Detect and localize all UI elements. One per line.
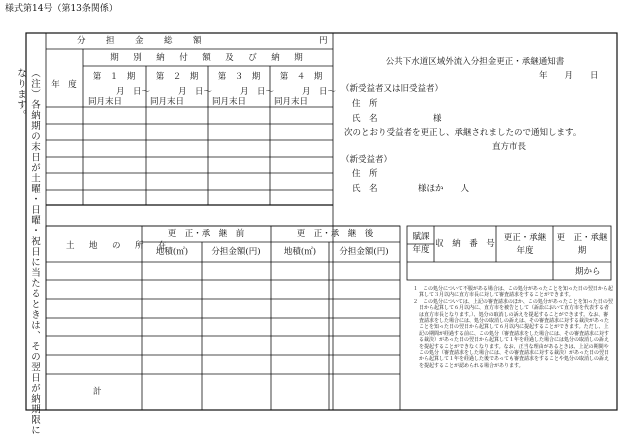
before-share-label: 分担金額(円) — [211, 247, 261, 257]
receipt-number-header: 収 納 番 号 — [435, 239, 495, 249]
period-1-date-bottom: 同月末日 — [88, 97, 123, 107]
notice-title: 公共下水道区域外流入分担金更正・承継通知書 — [385, 57, 565, 67]
old-name-label: 氏 名 — [352, 114, 378, 124]
notice-body: 次のとおり受益者を更正し、承継されましたので通知します。 — [344, 128, 582, 138]
old-beneficiary-label: （新受益者又は旧受益者） — [341, 84, 444, 94]
period-4-date-top: 月 日～ — [302, 87, 337, 97]
after-area-label: 地積(㎡) — [283, 247, 317, 257]
period-1-date-top: 月 日～ — [116, 87, 151, 97]
period-3-date-bottom: 同月末日 — [212, 97, 247, 107]
issuer: 直方市長 — [492, 142, 527, 152]
old-address-label: 住 所 — [352, 99, 378, 109]
due-date-note: （注）各納期の末日が土曜・日曜・祝日に当たるときは、その翌日が納期限になります。 — [15, 68, 40, 436]
period-3-label: 第 ３ 期 — [217, 72, 261, 82]
fiscal-year-header: 賦課年度 — [412, 232, 430, 255]
after-label: 更 正・承 継 後 — [296, 229, 374, 239]
new-name-label: 氏 名 — [352, 184, 378, 194]
period-2-label: 第 ２ 期 — [155, 72, 199, 82]
total-amount-yen: 円 — [319, 36, 328, 46]
appeal-note-1: １ この処分について不服がある場合は、この処分があったことを知った日の翌日から起算して３月以内に直方市長に対して審査請求をすることができます。 — [413, 286, 613, 299]
before-area-label: 地積(㎡) — [155, 247, 189, 257]
land-total-label: 計 — [93, 387, 102, 397]
after-share-label: 分担金額(円) — [339, 247, 389, 257]
new-beneficiary-label: （新受益者） — [341, 155, 393, 165]
total-amount-label: 分 担 金 総 額 — [77, 36, 208, 46]
succession-period-header: 更 正・承継期 — [556, 233, 608, 256]
period-from-label: 期から — [575, 267, 601, 277]
appeal-notes — [413, 286, 613, 369]
period-3-date-top: 月 日～ — [240, 87, 275, 97]
period-2-date-top: 月 日～ — [178, 87, 213, 97]
period-4-label: 第 ４ 期 — [279, 72, 323, 82]
appeal-note-2: ２ この処分については、上記の審査請求のほか、この処分があったことを知った日の翌日から起算して６月以内に、直方市を被告として（訴訟において直方市を代表する者は直方市長となります。）、処分の取消しの訴えを提起することができます。なお、審査請求をした場合には、処分の取消しの訴えは、その審査請求に対する裁決があったことを知った日の翌日から起算して６月以内に提起することができます。ただし、上記の期間が経過する前に、この処分（審査請求をした場合には、その審査請求に対する裁決）があった日の翌日から起算して１年を経過した場合には処分の取消しの訴えを提起することができなくなります。なお、正当な理由があるときは、上記の期間やこの処分（審査請求をした場合には、その審査請求に対する裁決）があった日の翌日から起算して１年を経過した後であっても審査請求をすることや処分の取消しの訴えを提起することが認められる場合があります。 — [413, 298, 613, 369]
new-address-label: 住 所 — [352, 169, 378, 179]
old-name-sama: 様 — [433, 114, 442, 124]
succession-year-header: 更正・承継年度 — [503, 233, 547, 256]
fiscal-year-label: 年 度 — [51, 80, 77, 90]
form-number: 様式第14号（第13条関係） — [5, 4, 118, 14]
notice-date: 年 月 日 — [539, 71, 599, 81]
new-name-sama: 様ほか 人 — [418, 184, 470, 194]
period-1-label: 第 １ 期 — [92, 72, 136, 82]
period-2-date-bottom: 同月末日 — [150, 97, 185, 107]
schedule-title: 期 別 納 付 額 及 び 納 期 — [110, 53, 306, 63]
land-location-label: 土 地 の 所 在 — [66, 241, 170, 251]
before-label: 更 正・承 継 前 — [167, 229, 245, 239]
period-4-date-bottom: 同月末日 — [274, 97, 309, 107]
